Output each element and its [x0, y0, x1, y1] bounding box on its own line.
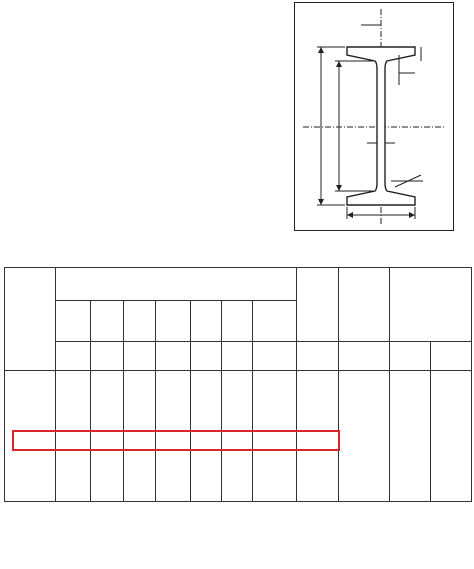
cell-profil — [5, 390, 56, 409]
table-row — [5, 371, 472, 390]
unit-h1 — [252, 342, 296, 371]
cell-s1 — [390, 427, 431, 446]
cell-A — [339, 482, 390, 501]
cell-r — [190, 445, 222, 464]
col-b — [90, 301, 124, 342]
cell-h — [55, 408, 90, 427]
cell-s1 — [390, 390, 431, 409]
cell-b — [90, 408, 124, 427]
col-r — [190, 301, 222, 342]
cell-r1 — [222, 464, 253, 483]
cell-r1 — [222, 427, 253, 446]
table-row — [5, 482, 472, 501]
ipn-section-diagram — [294, 2, 454, 231]
cell-profil — [5, 445, 56, 464]
cell-s2 — [431, 371, 472, 390]
col-a — [124, 301, 156, 342]
cell-A — [339, 427, 390, 446]
cell-P — [296, 408, 339, 427]
cell-P — [296, 464, 339, 483]
profiles-table — [4, 267, 472, 502]
cell-A — [339, 408, 390, 427]
cell-e — [155, 445, 190, 464]
cell-r1 — [222, 482, 253, 501]
cell-P — [296, 445, 339, 464]
cell-h1 — [252, 464, 296, 483]
cell-s1 — [390, 464, 431, 483]
surface-header — [390, 268, 472, 342]
table-row — [5, 427, 472, 446]
table-body — [5, 371, 472, 502]
cell-e — [155, 390, 190, 409]
cell-h1 — [252, 482, 296, 501]
cell-h — [55, 427, 90, 446]
cell-profil — [5, 371, 56, 390]
cell-h1 — [252, 427, 296, 446]
unit-surface-m — [390, 342, 431, 371]
cell-profil — [5, 482, 56, 501]
masse-header — [296, 268, 339, 342]
unit-r — [190, 342, 222, 371]
table-row — [5, 390, 472, 409]
cell-r1 — [222, 408, 253, 427]
table-row — [5, 464, 472, 483]
cell-a — [124, 464, 156, 483]
col-r1 — [222, 301, 253, 342]
cell-a — [124, 371, 156, 390]
cell-h — [55, 464, 90, 483]
table-row — [5, 445, 472, 464]
cell-A — [339, 445, 390, 464]
cell-r — [190, 464, 222, 483]
cell-e — [155, 408, 190, 427]
cell-h1 — [252, 390, 296, 409]
i-beam-drawing — [295, 3, 452, 229]
cell-h1 — [252, 408, 296, 427]
cell-s2 — [431, 390, 472, 409]
cell-r1 — [222, 371, 253, 390]
col-e — [155, 301, 190, 342]
cell-h — [55, 371, 90, 390]
cell-s2 — [431, 427, 472, 446]
cell-A — [339, 371, 390, 390]
cell-e — [155, 464, 190, 483]
cell-r — [190, 390, 222, 409]
cell-a — [124, 408, 156, 427]
cell-r — [190, 408, 222, 427]
unit-a — [124, 342, 156, 371]
cell-r1 — [222, 390, 253, 409]
section-header — [339, 268, 390, 342]
dimensions-header — [55, 268, 296, 301]
cell-b — [90, 371, 124, 390]
cell-b — [90, 445, 124, 464]
unit-e — [155, 342, 190, 371]
cell-s1 — [390, 408, 431, 427]
cell-b — [90, 390, 124, 409]
cell-h1 — [252, 371, 296, 390]
cell-s2 — [431, 464, 472, 483]
cell-h1 — [252, 445, 296, 464]
unit-r1 — [222, 342, 253, 371]
cell-r — [190, 482, 222, 501]
cell-h — [55, 445, 90, 464]
profils-header — [5, 268, 56, 371]
cell-r1 — [222, 445, 253, 464]
cell-e — [155, 371, 190, 390]
cell-A — [339, 464, 390, 483]
unit-h — [55, 342, 90, 371]
cell-a — [124, 482, 156, 501]
unit-surface-t — [431, 342, 472, 371]
cell-e — [155, 482, 190, 501]
cell-b — [90, 427, 124, 446]
unit-p — [296, 342, 339, 371]
cell-s1 — [390, 371, 431, 390]
cell-P — [296, 427, 339, 446]
cell-A — [339, 390, 390, 409]
cell-b — [90, 464, 124, 483]
unit-a-section — [339, 342, 390, 371]
cell-a — [124, 390, 156, 409]
cell-h — [55, 390, 90, 409]
cell-s2 — [431, 445, 472, 464]
cell-P — [296, 482, 339, 501]
cell-e — [155, 427, 190, 446]
cell-r — [190, 427, 222, 446]
cell-a — [124, 445, 156, 464]
cell-P — [296, 371, 339, 390]
cell-a — [124, 427, 156, 446]
cell-s2 — [431, 482, 472, 501]
cell-profil — [5, 408, 56, 427]
cell-r — [190, 371, 222, 390]
table-row — [5, 408, 472, 427]
cell-P — [296, 390, 339, 409]
cell-b — [90, 482, 124, 501]
cell-h — [55, 482, 90, 501]
unit-b — [90, 342, 124, 371]
cell-s1 — [390, 482, 431, 501]
cell-s1 — [390, 445, 431, 464]
col-h — [55, 301, 90, 342]
cell-profil — [5, 427, 56, 446]
cell-profil — [5, 464, 56, 483]
cell-s2 — [431, 408, 472, 427]
col-partie-droite — [252, 301, 296, 342]
